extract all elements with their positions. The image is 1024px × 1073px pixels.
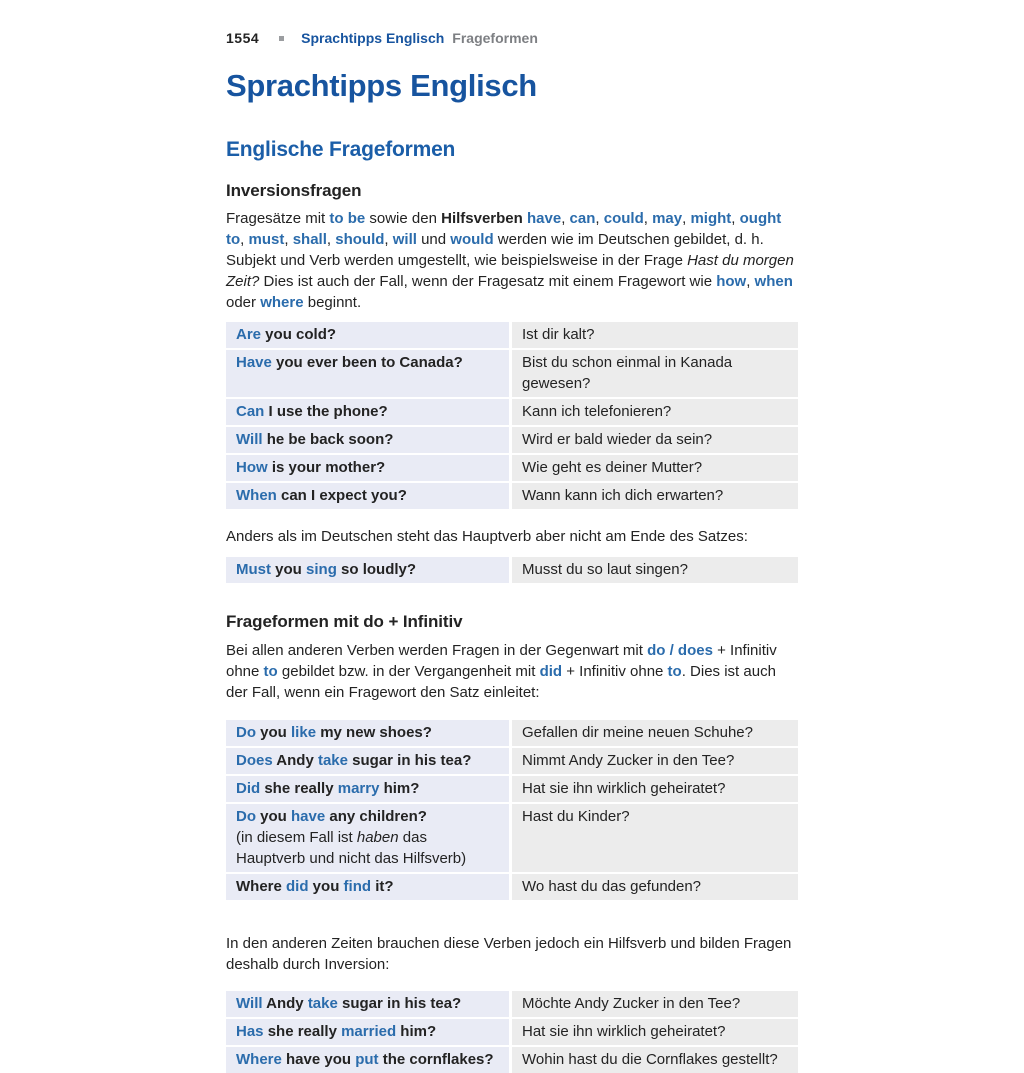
text-segment: Andy <box>262 995 308 1012</box>
text-segment: have you <box>281 1051 356 1068</box>
text-segment: Dies ist auch der Fall, wenn der Fragesatz mit einem Fragewort wie <box>259 273 717 290</box>
text-segment: , <box>284 231 293 248</box>
text-segment: haben <box>356 829 399 846</box>
text-segment: to be <box>329 210 366 227</box>
text-segment: she really <box>263 1023 342 1040</box>
example-table <box>226 991 798 1073</box>
text-segment: Anders als im Deutschen steht das Hauptverb aber nicht am Ende des Satzes: <box>226 528 748 545</box>
german-cell: Hat sie ihn wirklich geheiratet? <box>512 776 798 802</box>
text-segment: sing <box>306 561 337 578</box>
text-segment: you cold? <box>261 326 337 343</box>
running-header-book-title: Sprachtipps Englisch <box>301 30 445 46</box>
text-segment: did <box>286 878 309 895</box>
text-segment: Will <box>236 995 263 1012</box>
text-segment: Are <box>236 326 262 343</box>
page-number: 1554 <box>226 30 260 46</box>
text-segment: + Infinitiv ohne <box>562 663 668 680</box>
paragraph <box>226 526 798 547</box>
english-cell <box>226 1019 509 1045</box>
text-segment: beginnt. <box>303 294 362 311</box>
text-segment: Must <box>236 561 271 578</box>
text-segment: you <box>308 878 344 895</box>
text-segment: und <box>416 231 451 248</box>
german-cell: Wie geht es deiner Mutter? <box>512 455 798 481</box>
text-segment: . Dies ist auch der Fall, wenn ein Fragewort den Satz einleitet: <box>226 663 776 701</box>
text-segment: take <box>317 752 348 769</box>
text-segment: Where <box>236 878 282 895</box>
text-segment: how <box>716 273 747 290</box>
text-segment: gebildet bzw. in der Vergangenheit mit <box>277 663 540 680</box>
text-segment: it? <box>371 878 394 895</box>
text-segment: , <box>731 210 740 227</box>
text-segment: When <box>236 487 277 504</box>
text-segment: I use the phone? <box>264 403 388 420</box>
text-segment: , <box>595 210 604 227</box>
text-segment: might <box>690 210 732 227</box>
german-cell: Bist du schon einmal in Kanada gewesen? <box>512 350 798 397</box>
german-cell: Wo hast du das gefunden? <box>512 874 798 900</box>
text-segment: , <box>643 210 653 227</box>
german-cell: Ist dir kalt? <box>512 322 798 348</box>
table-row <box>226 455 798 481</box>
text-segment: where <box>260 294 304 311</box>
text-segment: could <box>603 210 644 227</box>
table-row <box>226 427 798 453</box>
text-segment: Will <box>236 431 263 448</box>
paragraph <box>226 933 798 975</box>
text-segment: , <box>240 231 249 248</box>
text-segment: is your mother? <box>267 459 386 476</box>
text-segment: Fragesätze mit <box>226 210 330 227</box>
german-cell: Kann ich telefonieren? <box>512 399 798 425</box>
english-cell <box>226 483 509 509</box>
example-table <box>226 557 798 583</box>
text-segment: you <box>256 808 292 825</box>
text-segment: you ever been to Canada? <box>271 354 463 371</box>
english-cell <box>226 991 509 1017</box>
subheading: Frageformen mit do + Infinitiv <box>226 612 463 631</box>
english-cell <box>226 1047 509 1073</box>
text-segment: , <box>326 231 336 248</box>
example-table <box>226 322 798 509</box>
text-segment: Do <box>236 724 256 741</box>
german-cell: Wann kann ich dich erwarten? <box>512 483 798 509</box>
running-header-chapter: Frageformen <box>452 30 538 46</box>
table-row <box>226 776 798 802</box>
text-segment: she really <box>260 780 338 797</box>
table-row <box>226 350 798 397</box>
text-segment: sugar in his tea? <box>337 995 462 1012</box>
english-cell <box>226 427 509 453</box>
content-blocks <box>226 181 798 1073</box>
text-segment: any children? <box>325 808 427 825</box>
text-segment: Have <box>236 354 272 371</box>
text-segment: Andy <box>272 752 318 769</box>
text-segment: oder <box>226 294 261 311</box>
text-segment: Bei allen anderen Verben werden Fragen in der Gegenwart mit <box>226 642 648 659</box>
text-segment: him? <box>379 780 420 797</box>
text-segment: do / does <box>647 642 713 659</box>
text-segment: can I expect you? <box>276 487 407 504</box>
table-row <box>226 804 798 872</box>
section-heading: Englische Frageformen <box>226 138 456 161</box>
text-segment: you <box>271 561 307 578</box>
text-segment: How <box>236 459 268 476</box>
page-title: Sprachtipps Englisch <box>226 68 537 103</box>
text-segment: take <box>307 995 338 1012</box>
text-segment: Where <box>236 1051 282 1068</box>
text-segment: him? <box>396 1023 437 1040</box>
text-segment: , <box>561 210 570 227</box>
text-segment: may <box>652 210 683 227</box>
table-row <box>226 557 798 583</box>
text-segment: Does <box>236 752 273 769</box>
text-segment: shall <box>292 231 327 248</box>
german-cell: Gefallen dir meine neuen Schuhe? <box>512 720 798 746</box>
german-cell: Hast du Kinder? <box>512 804 798 872</box>
text-segment: he be back soon? <box>262 431 394 448</box>
text-segment: , <box>682 210 691 227</box>
text-segment: + Infinitiv ohne <box>226 642 777 680</box>
text-segment: did <box>539 663 563 680</box>
text-segment: Can <box>236 403 265 420</box>
text-segment: can <box>569 210 596 227</box>
text-segment: Hast du morgen Zeit? <box>226 252 794 290</box>
text-segment: Has <box>236 1023 264 1040</box>
text-segment: , <box>746 273 755 290</box>
text-segment: marry <box>337 780 380 797</box>
text-segment: , <box>384 231 393 248</box>
german-cell: Wird er bald wieder da sein? <box>512 427 798 453</box>
english-cell <box>226 776 509 802</box>
table-row <box>226 748 798 774</box>
text-segment: Do <box>236 808 256 825</box>
text-segment: have <box>526 210 562 227</box>
table-row <box>226 991 798 1017</box>
german-cell: Möchte Andy Zucker in den Tee? <box>512 991 798 1017</box>
text-segment: married <box>341 1023 397 1040</box>
text-segment: sugar in his tea? <box>348 752 472 769</box>
text-segment: find <box>343 878 372 895</box>
text-segment: to <box>667 663 682 680</box>
german-cell: Wohin hast du die Cornflakes gestellt? <box>512 1047 798 1073</box>
text-segment: (in diesem Fall ist <box>236 829 357 846</box>
german-cell: Musst du so laut singen? <box>512 557 798 583</box>
text-segment: my new shoes? <box>316 724 432 741</box>
text-segment: would <box>450 231 494 248</box>
text-segment: have <box>291 808 326 825</box>
example-table <box>226 720 798 900</box>
english-cell <box>226 874 509 900</box>
text-segment: das Hauptverb und nicht das Hilfsverb) <box>236 829 467 867</box>
german-cell: Nimmt Andy Zucker in den Tee? <box>512 748 798 774</box>
text-segment: Did <box>236 780 261 797</box>
table-row <box>226 483 798 509</box>
text-segment: when <box>754 273 793 290</box>
english-cell <box>226 322 509 348</box>
text-segment: so loudly? <box>336 561 417 578</box>
text-segment: the cornflakes? <box>378 1051 494 1068</box>
text-segment: like <box>291 724 317 741</box>
english-cell <box>226 748 509 774</box>
square-bullet-icon <box>279 36 284 41</box>
text-segment: In den anderen Zeiten brauchen diese Verben jedoch ein Hilfsverb und bilden Fragen deshalb durch Inversion: <box>226 935 792 973</box>
table-row <box>226 399 798 425</box>
table-row <box>226 1047 798 1073</box>
german-cell: Hat sie ihn wirklich geheiratet? <box>512 1019 798 1045</box>
table-row <box>226 322 798 348</box>
text-segment: must <box>248 231 285 248</box>
text-segment: put <box>355 1051 379 1068</box>
running-header <box>226 30 798 46</box>
subheading: Inversionsfragen <box>226 181 362 200</box>
text-segment: werden wie im Deutschen gebildet, d. h. Subjekt und Verb werden umgestellt, wie beispielsweise in der Frage <box>226 231 764 269</box>
text-segment: should <box>335 231 385 248</box>
text-segment: you <box>256 724 292 741</box>
english-cell <box>226 399 509 425</box>
english-cell <box>226 557 509 583</box>
english-cell <box>226 455 509 481</box>
table-row <box>226 720 798 746</box>
text-segment: to <box>263 663 278 680</box>
english-cell <box>226 804 509 872</box>
text-segment: sowie den <box>365 210 442 227</box>
text-segment: ought to <box>226 210 782 248</box>
paragraph <box>226 640 798 703</box>
english-cell <box>226 720 509 746</box>
table-row <box>226 1019 798 1045</box>
text-segment: will <box>392 231 417 248</box>
text-segment: Hilfsverben <box>441 210 523 227</box>
english-cell <box>226 350 509 397</box>
table-row <box>226 874 798 900</box>
paragraph <box>226 208 798 313</box>
